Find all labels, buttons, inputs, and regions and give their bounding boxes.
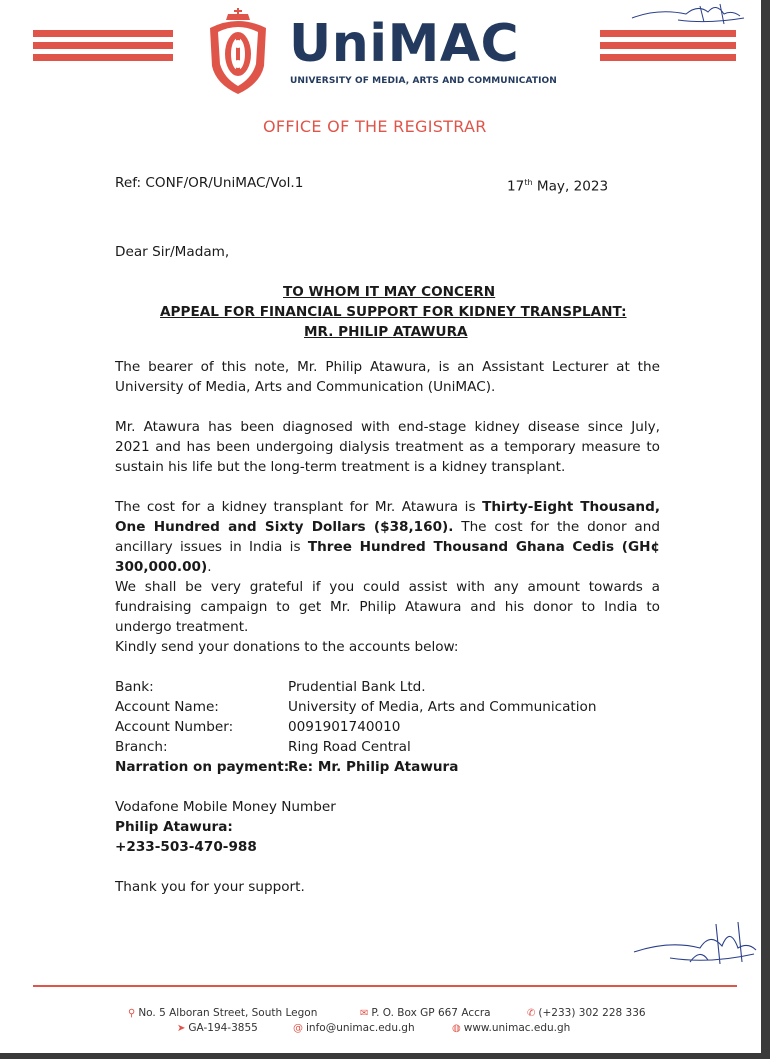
globe-icon: ◍ xyxy=(452,1023,461,1034)
footer-gps: ➤ GA-194-3855 xyxy=(177,1022,258,1034)
heading-appeal: APPEAL FOR FINANCIAL SUPPORT FOR KIDNEY TRANSPLANT: xyxy=(160,304,627,320)
narration-label: Narration on payment: xyxy=(115,759,290,775)
salutation: Dear Sir/Madam, xyxy=(115,244,230,260)
footer-pobox: ✉ P. O. Box GP 667 Accra xyxy=(360,1007,491,1019)
momo-number: +233-503-470-988 xyxy=(115,839,257,855)
scan-edge-bottom xyxy=(0,1053,770,1059)
location-pin-icon: ⚲ xyxy=(128,1008,136,1019)
letter-date: 17th May, 2023 xyxy=(507,178,609,195)
closing-line: Thank you for your support. xyxy=(115,879,305,895)
office-title: OFFICE OF THE REGISTRAR xyxy=(263,117,487,136)
signature-bottom xyxy=(630,918,760,974)
narration-value: Re: Mr. Philip Atawura xyxy=(288,759,459,775)
bank-label: Bank: xyxy=(115,679,154,695)
momo-label: Vodafone Mobile Money Number xyxy=(115,799,336,815)
brand-name: UniMAC xyxy=(289,14,520,74)
paragraph-donate: Kindly send your donations to the accounts below: xyxy=(115,639,459,655)
scan-edge-right xyxy=(761,0,770,1059)
heading-name: MR. PHILIP ATAWURA xyxy=(304,324,468,340)
header-stripes-left xyxy=(33,30,173,68)
footer-divider xyxy=(33,985,737,987)
bank-value: Prudential Bank Ltd. xyxy=(288,679,426,695)
paragraph-diagnosis: Mr. Atawura has been diagnosed with end-stage kidney disease since July, 2021 and has been undergoing dialysis treatment as a temporary measure to sustain his life but the long-term treatment is a kidney transplant. xyxy=(115,419,660,475)
reference-number: Ref: CONF/OR/UniMAC/Vol.1 xyxy=(115,175,304,191)
footer-address: ⚲ No. 5 Alboran Street, South Legon xyxy=(128,1007,318,1019)
phone-icon: ✆ xyxy=(527,1008,536,1019)
footer-email[interactable]: @ info@unimac.edu.gh xyxy=(293,1022,415,1034)
heading-concern: TO WHOM IT MAY CONCERN xyxy=(283,284,496,300)
account-name-value: University of Media, Arts and Communication xyxy=(288,699,597,715)
mailbox-icon: ✉ xyxy=(360,1008,369,1019)
momo-name: Philip Atawura: xyxy=(115,819,233,835)
header-stripes-right xyxy=(600,30,736,68)
branch-value: Ring Road Central xyxy=(288,739,411,755)
unimac-crest-logo xyxy=(206,8,270,96)
paragraph-intro: The bearer of this note, Mr. Philip Atawura, is an Assistant Lecturer at the University of Media, Arts and Communication (UniMAC). xyxy=(115,359,660,395)
at-icon: @ xyxy=(293,1023,303,1034)
paragraph-cost: The cost for a kidney transplant for Mr. Atawura is Thirty-Eight Thousand, One Hundred and Sixty Dollars ($38,160). The cost for the donor and ancillary issues in India is Three Hundred Thousand Ghana Cedis (GH¢ 300,000.00). xyxy=(115,499,660,575)
paragraph-request: We shall be very grateful if you could assist with any amount towards a fundraising campaign to get Mr. Philip Atawura and his donor to India to undergo treatment. xyxy=(115,579,660,635)
footer-website[interactable]: ◍ www.unimac.edu.gh xyxy=(452,1022,571,1034)
signature-initials-top xyxy=(628,0,748,32)
account-number-value: 0091901740010 xyxy=(288,719,401,735)
account-name-label: Account Name: xyxy=(115,699,219,715)
footer-phone: ✆ (+233) 302 228 336 xyxy=(527,1007,646,1019)
brand-subtitle: UNIVERSITY OF MEDIA, ARTS AND COMMUNICATION xyxy=(290,76,557,86)
branch-label: Branch: xyxy=(115,739,168,755)
account-number-label: Account Number: xyxy=(115,719,234,735)
navigation-icon: ➤ xyxy=(177,1023,186,1034)
